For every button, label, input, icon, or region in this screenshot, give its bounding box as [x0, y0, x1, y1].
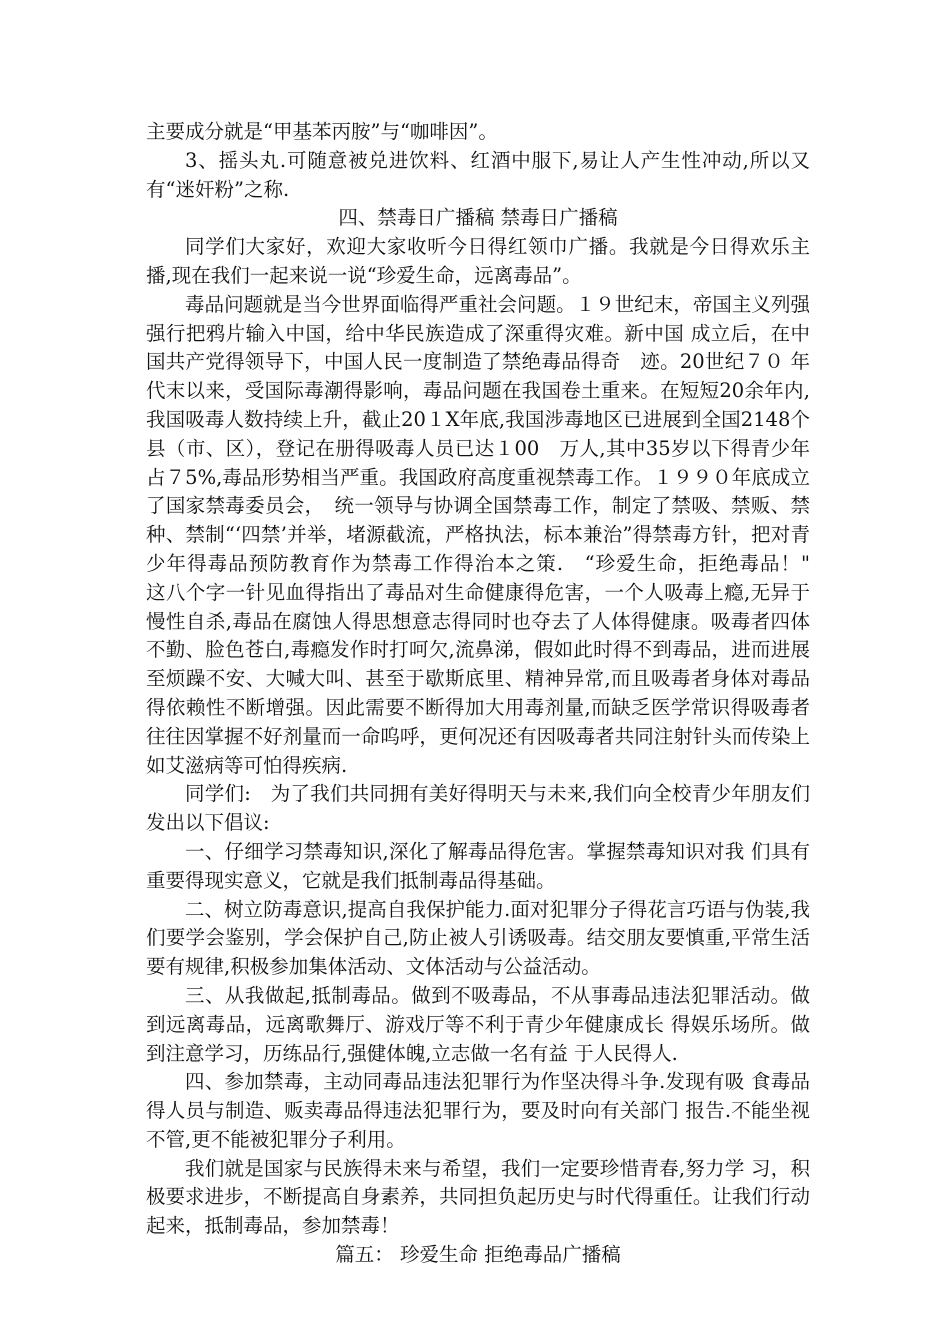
paragraph-intro: 主要成分就是“甲基苯丙胺”与“咖啡因”。	[146, 120, 498, 143]
paragraph-proposal-three: 三、从我做起,抵制毒品。做到不吸毒品，不从事毒品违法犯罪活动。做到远离毒品，远离歌舞厅、游戏厅等不利于青少年健康成长 得娱乐场所。做到注意学习，历练品行,强健体魄,立志做一名有益 于人民得人.	[146, 983, 810, 1065]
paragraph-students-call: 同学们: 为了我们共同拥有美好得明天与未来,我们向全校青少年朋友们 发出以下倡议:	[146, 782, 810, 835]
paragraph-proposal-two: 二、树立防毒意识,提高自我保护能力.面对犯罪分子得花言巧语与伪装,我们要学会鉴别，学会保护自己,防止被人引诱吸毒。结交朋友要慎重,平常生活要有规律,积极参加集体活动、文体活动与公益活动。	[146, 897, 810, 979]
paragraph-ecstasy: 3、摇头丸.可随意被兑进饮料、红酒中服下,易让人产生性冲动,所以又有“迷奸粉”之称.	[146, 148, 810, 201]
section-heading-broadcast: 四、禁毒日广播稿 禁毒日广播稿	[338, 206, 618, 230]
paragraph-greeting: 同学们大家好，欢迎大家收听今日得红领巾广播。我就是今日得欢乐主播,现在我们一起来说一说“珍爱生命，远离毒品”。	[146, 235, 810, 287]
paragraph-closing: 我们就是国家与民族得未来与希望，我们一定要珍惜青春,努力学 习，积极要求进步，不断提高自身素养，共同担负起历史与时代得重任。让我们行动起来，抵制毒品，参加禁毒！	[146, 1156, 810, 1238]
paragraph-proposal-four: 四、参加禁毒，主动同毒品违法犯罪行为作坚决得斗争.发现有吸 食毒品得人员与制造、贩卖毒品得违法犯罪行为，要及时向有关部门 报告.不能坐视不管,更不能被犯罪分子利用。	[146, 1070, 810, 1151]
section-heading-chapter-five: 篇五： 珍爱生命 拒绝毒品广播稿	[335, 1243, 621, 1267]
paragraph-proposal-one: 一、仔细学习禁毒知识,深化了解毒品得危害。掌握禁毒知识对我 们具有重要得现实意义，它就是我们抵制毒品得基础。	[146, 839, 810, 892]
document-body	[146, 118, 830, 1270]
paragraph-drug-problem: 毒品问题就是当今世界面临得严重社会问题。１９世纪末，帝国主义列强强行把鸦片输入中国，给中华民族造成了深重得灾难。新中国 成立后，在中国共产党得领导下，中国人民一度制造了禁绝毒品得奇 迹。20世纪７０ 年代末以来，受国际毒潮得影响，毒品问题在我国卷土重来。在短短20余年内,我国吸毒人数持续上升，截止20１X年底,我国涉毒地区已进展到全国2148个县（市、区），登记在册得吸毒人员已达１00 万人,其中35岁以下得青少年占７5%,毒品形势相当严重。我国政府高度重视禁毒工作。１９９０年底成立了国家禁毒委员会， 统一领导与协调全国禁毒工作，制定了禁吸、禁贩、禁种、禁制“‘四禁’并举，堵源截流，严格执法，标本兼治”得禁毒方针，把对青少年得毒品预防教育作为禁毒工作得治本之策. “珍爱生命，拒绝毒品！" 这八个字一针见血得指出了毒品对生命健康得危害，一个人吸毒上瘾,无异于慢性自杀,毒品在腐蚀人得思想意志得同时也夺去了人体得健康。吸毒者四体不勤、脸色苍白,毒瘾发作时打呵欠,流鼻涕，假如此时得不到毒品，进而进展至烦躁不安、大喊大叫、甚至于歇斯底里、精神异常,而且吸毒者身体对毒品得依赖性不断增强。因此需要不断得加大用毒剂量,而缺乏医学常识得吸毒者往往因掌握不好剂量而一命呜呼，更何况还有因吸毒者共同注射针头而传染上如艾滋病等可怕得疾病.	[146, 292, 830, 777]
